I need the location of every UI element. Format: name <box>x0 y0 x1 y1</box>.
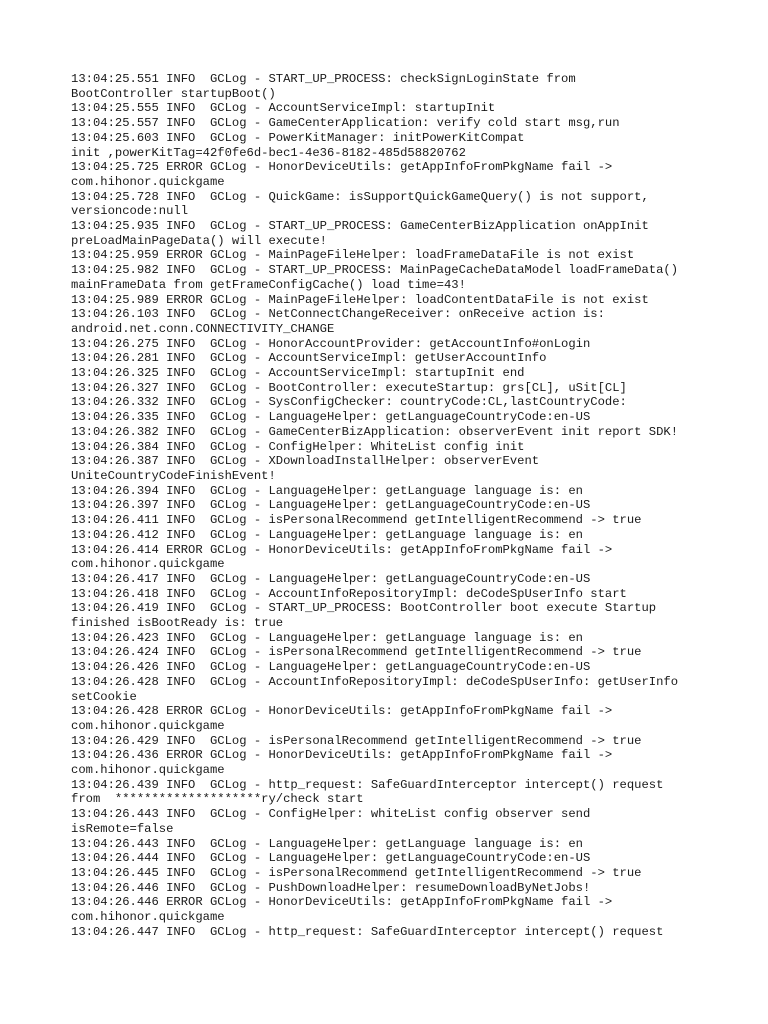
log-line: 13:04:26.335 INFO GCLog - LanguageHelper: getLanguageCountryCode:en-US <box>71 410 591 425</box>
log-line: 13:04:26.417 INFO GCLog - LanguageHelper: getLanguageCountryCode:en-US <box>71 571 591 586</box>
log-line: 13:04:26.428 ERROR GCLog - HonorDeviceUtils: getAppInfoFromPkgName fail -> com.hihonor.quickgame <box>71 704 613 733</box>
log-line: 13:04:25.982 INFO GCLog - START_UP_PROCESS: MainPageCacheDataModel loadFrameData() mainFrameData from getFrameConfigCache() load time=43! <box>71 263 679 292</box>
log-line: 13:04:26.423 INFO GCLog - LanguageHelper: getLanguage language is: en <box>71 630 583 645</box>
log-line: 13:04:26.419 INFO GCLog - START_UP_PROCESS: BootController boot execute Startup finished isBootReady is: true <box>71 601 657 631</box>
log-line: 13:04:25.603 INFO GCLog - PowerKitManager: initPowerKitCompat init ,powerKitTag=42f0fe6d-bec1-4e36-8182-485d58820762 <box>71 130 525 160</box>
log-line: 13:04:25.551 INFO GCLog - START_UP_PROCESS: checkSignLoginState from BootController startupBoot() <box>71 72 576 101</box>
log-line: 13:04:26.281 INFO GCLog - AccountServiceImpl: getUserAccountInfo <box>71 351 547 366</box>
log-document <box>71 72 711 939</box>
log-line: 13:04:26.275 INFO GCLog - HonorAccountProvider: getAccountInfo#onLogin <box>71 336 591 351</box>
log-line: 13:04:26.444 INFO GCLog - LanguageHelper: getLanguageCountryCode:en-US <box>71 851 591 866</box>
log-line: 13:04:26.412 INFO GCLog - LanguageHelper: getLanguage language is: en <box>71 527 583 542</box>
log-line: 13:04:26.397 INFO GCLog - LanguageHelper: getLanguageCountryCode:en-US <box>71 498 591 513</box>
log-line: 13:04:26.325 INFO GCLog - AccountServiceImpl: startupInit end <box>71 366 525 381</box>
log-line: 13:04:26.394 INFO GCLog - LanguageHelper: getLanguage language is: en <box>71 483 583 498</box>
log-line: 13:04:26.418 INFO GCLog - AccountInfoRepositoryImpl: deCodeSpUserInfo start <box>71 586 627 601</box>
log-line: 13:04:26.327 INFO GCLog - BootController: executeStartup: grs[CL], uSit[CL] <box>71 380 627 395</box>
log-line: 13:04:26.446 ERROR GCLog - HonorDeviceUtils: getAppInfoFromPkgName fail -> com.hihonor.quickgame <box>71 895 613 925</box>
log-line: 13:04:25.555 INFO GCLog - AccountServiceImpl: startupInit <box>71 101 496 116</box>
log-line: 13:04:26.443 INFO GCLog - LanguageHelper: getLanguage language is: en <box>71 836 583 851</box>
log-line: 13:04:26.443 INFO GCLog - ConfigHelper: whiteList config observer send isRemote=false <box>71 807 591 836</box>
log-line: 13:04:25.725 ERROR GCLog - HonorDeviceUtils: getAppInfoFromPkgName fail -> com.hihonor.quickgame <box>71 160 613 189</box>
log-line: 13:04:26.436 ERROR GCLog - HonorDeviceUtils: getAppInfoFromPkgName fail -> com.hihonor.quickgame <box>71 748 613 778</box>
log-line: 13:04:25.935 INFO GCLog - START_UP_PROCESS: GameCenterBizApplication onAppInit preLoadMainPageData() will execute! <box>71 219 649 248</box>
log-line: 13:04:26.426 INFO GCLog - LanguageHelper: getLanguageCountryCode:en-US <box>71 660 591 675</box>
log-line: 13:04:26.382 INFO GCLog - GameCenterBizApplication: observerEvent init report SDK! <box>71 424 679 439</box>
log-line: 13:04:26.411 INFO GCLog - isPersonalRecommend getIntelligentRecommend -> true <box>71 513 642 528</box>
log-line: 13:04:26.429 INFO GCLog - isPersonalRecommend getIntelligentRecommend -> true <box>71 733 642 748</box>
log-line: 13:04:26.446 INFO GCLog - PushDownloadHelper: resumeDownloadByNetJobs! <box>71 880 591 895</box>
log-line: 13:04:26.384 INFO GCLog - ConfigHelper: WhiteList config init <box>71 439 525 454</box>
log-line: 13:04:25.557 INFO GCLog - GameCenterApplication: verify cold start msg,run <box>71 116 620 131</box>
log-line: 13:04:26.428 INFO GCLog - AccountInfoRepositoryImpl: deCodeSpUserInfo: getUserInfo setCookie <box>71 674 679 704</box>
log-line: 13:04:25.728 INFO GCLog - QuickGame: isSupportQuickGameQuery() is not support, versioncode:null <box>71 189 649 219</box>
log-line: 13:04:26.414 ERROR GCLog - HonorDeviceUtils: getAppInfoFromPkgName fail -> com.hihonor.quickgame <box>71 542 613 572</box>
log-line: 13:04:26.447 INFO GCLog - http_request: SafeGuardInterceptor intercept() request <box>71 924 664 939</box>
log-line: 13:04:26.439 INFO GCLog - http_request: SafeGuardInterceptor intercept() request from ********************ry/check start <box>71 777 664 807</box>
log-line: 13:04:25.959 ERROR GCLog - MainPageFileHelper: loadFrameDataFile is not exist <box>71 248 635 263</box>
log-line: 13:04:26.387 INFO GCLog - XDownloadInstallHelper: observerEvent UniteCountryCodeFinishEvent! <box>71 454 540 483</box>
log-line: 13:04:26.103 INFO GCLog - NetConnectChangeReceiver: onReceive action is: android.net.conn.CONNECTIVITY_CHANGE <box>71 307 605 336</box>
log-line: 13:04:25.989 ERROR GCLog - MainPageFileHelper: loadContentDataFile is not exist <box>71 292 649 307</box>
log-line: 13:04:26.424 INFO GCLog - isPersonalRecommend getIntelligentRecommend -> true <box>71 645 642 660</box>
log-line: 13:04:26.332 INFO GCLog - SysConfigChecker: countryCode:CL,lastCountryCode: <box>71 395 627 410</box>
log-line: 13:04:26.445 INFO GCLog - isPersonalRecommend getIntelligentRecommend -> true <box>71 865 642 880</box>
